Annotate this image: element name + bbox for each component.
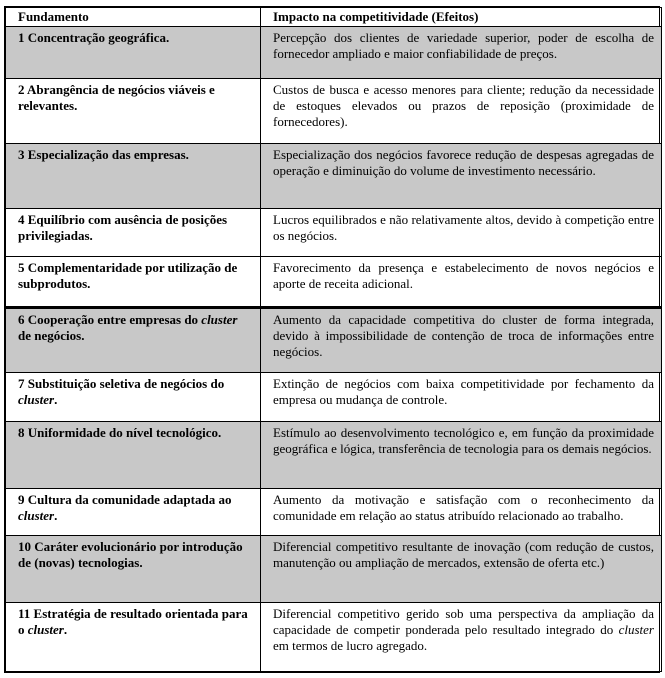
fundamento-text: 1 Concentração geográfica. [18,30,170,45]
fundamento-cell [6,488,261,536]
fundamento-text: 2 Abrangência de negócios viáveis e relevantes. [18,81,215,113]
fundamento-text: 9 Cultura da comunidade adaptada ao [18,491,232,507]
table-row [6,256,662,307]
table-row [6,143,662,208]
fundamento-text: 3 Especialização das empresas. [18,146,189,162]
impacto-text: Especialização dos negócios favorece redução de despesas agregadas de operação e diminuição do volume de investimento necessário. [273,146,654,178]
fundamento-cell [6,256,261,307]
fundamento-cell [6,27,261,79]
fundamento-cell [6,209,261,257]
fundamento-text: 11 Estratégia de resultado orientada para o [18,605,248,637]
fundamento-text: . [63,621,68,637]
impacto-cell [261,78,662,143]
impacto-text: Estímulo ao desenvolvimento tecnológico e, em função da proximidade geográfica e lógica, transferência de tecnologia para os demais negócios. [273,425,654,457]
fundamento-emphasis: cluster [18,391,55,407]
impacto-text: Favorecimento da presença e estabelecimento de novos negócios e aporte de receita adicional. [273,259,654,291]
impacto-cell [261,488,662,536]
fundamento-text: de negócios. [18,327,85,343]
impacto-emphasis: cluster [618,621,654,637]
table-row [6,602,662,671]
table-row [6,209,662,257]
impacto-cell [261,256,662,307]
competitiveness-table-frame [4,6,660,673]
impacto-text: Lucros equilibrados e não relativamente altos, devido à competição entre os negócios. [273,212,654,244]
impacto-text-tail: em termos de lucro agregado. [273,637,428,653]
fundamento-cell [6,143,261,208]
impacto-cell [261,536,662,602]
fundamento-text: 6 Cooperação entre empresas do [18,311,202,327]
impacto-cell [261,602,662,671]
header-impacto: Impacto na competitividade (Efeitos) [261,8,662,27]
impacto-cell [261,143,662,208]
impacto-text: Custos de busca e acesso menores para cliente; redução da necessidade de estoques elevados ou prazos de reposição (proximidade de fornecedores). [273,81,654,129]
fundamento-cell [6,372,261,422]
table-row [6,422,662,488]
fundamento-cell [6,422,261,488]
impacto-text: Extinção de negócios com baixa competitividade por fechamento da empresa ou mudança de controle. [273,375,654,407]
fundamento-text: 8 Uniformidade do nível tecnológico. [18,425,222,441]
fundamento-text: . [54,507,58,523]
fundamento-cell [6,602,261,671]
table-body [6,27,662,672]
fundamento-text: 4 Equilíbrio com ausência de posições privilegiadas. [18,212,228,244]
impacto-cell [261,422,662,488]
impacto-text: Aumento da capacidade competitiva do cluster de forma integrada, devido à impossibilidade de contenção de troca de informações entre negócios. [273,311,654,359]
impacto-text: Diferencial competitivo resultante de inovação (com redução de custos, manutenção ou ampliação de mercados, extensão de oferta etc.) [273,539,654,571]
impacto-text: Diferencial competitivo gerido sob uma perspectiva da ampliação da capacidade de competir ponderada pelo resultado integrado do [273,605,654,637]
header-fundamento: Fundamento [6,8,261,27]
table-header-row [6,8,662,27]
fundamento-text: . [54,391,58,407]
fundamento-text: 10 Caráter evolucionário por introdução de (novas) tecnologias. [18,539,243,571]
table-row [6,488,662,536]
fundamento-cell [6,78,261,143]
fundamento-text: 5 Complementaridade por utilização de subprodutos. [18,259,238,291]
table-row [6,307,662,372]
table-row [6,536,662,602]
impacto-cell [261,27,662,79]
table-row [6,78,662,143]
fundamento-cell [6,307,261,372]
impacto-cell [261,209,662,257]
impacto-cell [261,307,662,372]
fundamento-emphasis: cluster [201,311,238,327]
impacto-cell [261,372,662,422]
impacto-text: Percepção dos clientes de variedade superior, poder de escolha de fornecedor ampliado e maior confiabilidade de preços. [273,30,654,61]
impacto-text: Aumento da motivação e satisfação com o reconhecimento da comunidade em relação ao status atribuído relacionado ao trabalho. [273,491,654,523]
fundamento-emphasis: cluster [27,621,64,637]
fundamento-text: 7 Substituição seletiva de negócios do [18,375,225,391]
fundamento-cell [6,536,261,602]
fundamento-emphasis: cluster [18,507,55,523]
table-row [6,27,662,79]
competitiveness-table [5,7,662,672]
table-row [6,372,662,422]
